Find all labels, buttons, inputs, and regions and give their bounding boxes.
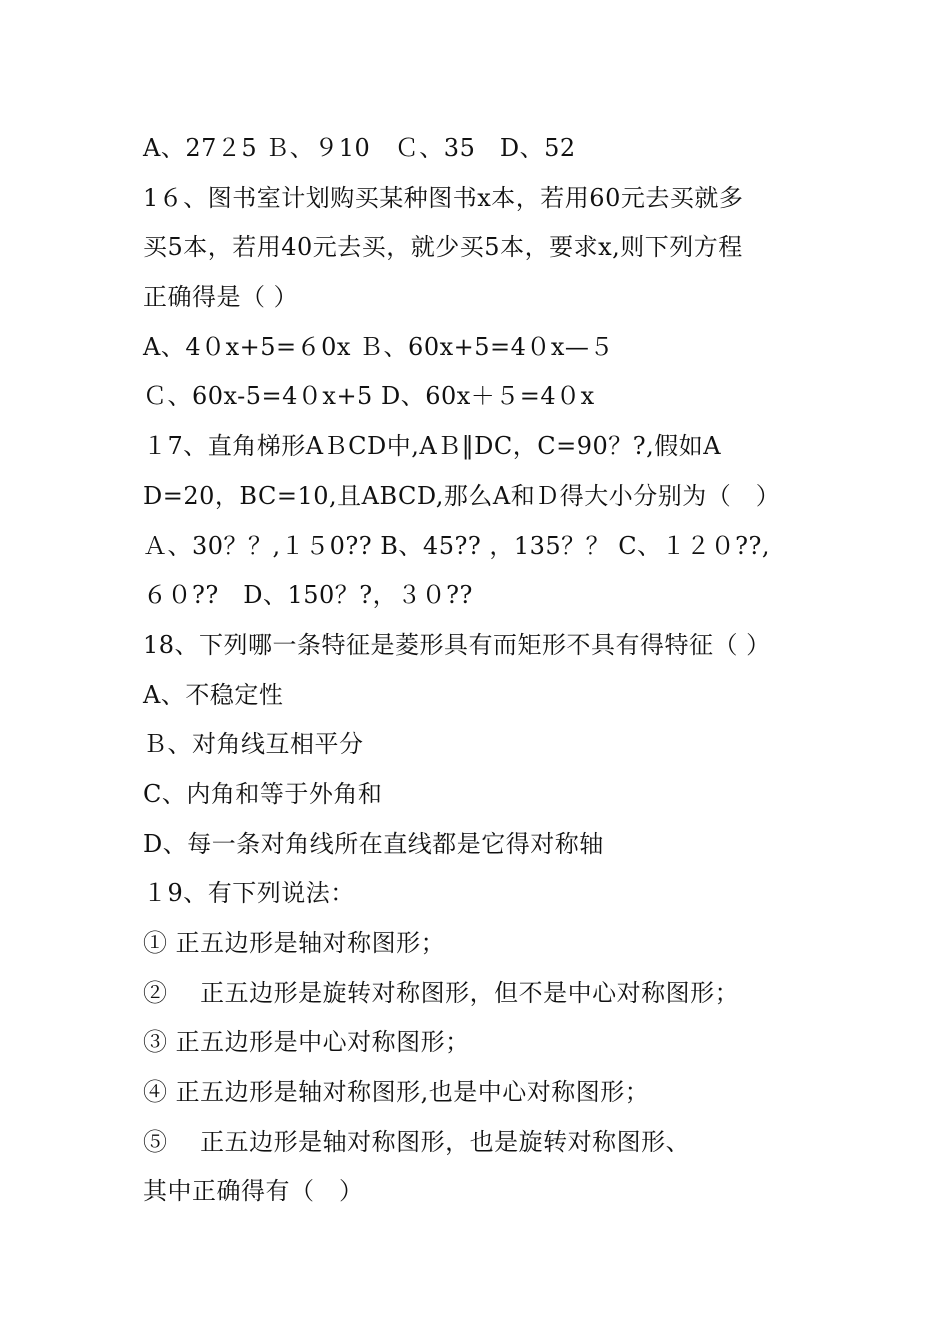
statement-2: ② 正五边形是旋转对称图形，但不是中心对称图形； xyxy=(143,978,740,1007)
statement-5: ⑤ 正五边形是轴对称图形，也是旋转对称图形、 xyxy=(143,1127,691,1156)
question-16-options-cd: Ｃ、60x-5=4０x+5 D、60x＋５=4０x xyxy=(143,382,595,411)
question-17-options-line-2: ６０?? D、150？?，３０?? xyxy=(143,581,473,610)
question-16-line-1: 1６、图书室计划购买某种图书x本，若用60元去买就多 xyxy=(143,183,744,212)
answer-options-15: A、27２5 Ｂ、９10 Ｃ、35 D、52 xyxy=(143,134,576,162)
question-17-options-line-1: Ａ、30？？,１５0?? B、45?? ，135？？ C、１２０??, xyxy=(143,531,771,560)
document-body xyxy=(143,124,823,1217)
question-16-options-ab: A、4０x+5=６0x Ｂ、60x+5=4０x—５ xyxy=(143,332,614,361)
question-18-option-d: D、每一条对角线所在直线都是它得对称轴 xyxy=(143,829,604,858)
question-18-option-b: Ｂ、对角线互相平分 xyxy=(143,730,364,759)
question-18-option-a: A、不稳定性 xyxy=(143,680,284,709)
statement-1: ① 正五边形是轴对称图形； xyxy=(143,929,446,957)
statement-4: ④ 正五边形是轴对称图形,也是中心对称图形； xyxy=(143,1078,650,1107)
question-19: １9、有下列说法： xyxy=(143,879,355,908)
question-18-option-c: C、内角和等于外角和 xyxy=(143,779,383,808)
question-17-line-1: １7、直角梯形AＢCD中,AＢ‖DC，C=90？?,假如A xyxy=(143,432,722,461)
statement-3: ③ 正五边形是中心对称图形； xyxy=(143,1028,470,1057)
question-16-line-3: 正确得是（ ） xyxy=(143,283,299,312)
question-18: 18、下列哪一条特征是菱形具有而矩形不具有得特征（ ） xyxy=(143,630,771,659)
question-16-line-2: 买5本，若用40元去买，就少买5本，要求x,则下列方程 xyxy=(143,233,743,262)
question-19-prompt: 其中正确得有（ ） xyxy=(143,1177,364,1206)
question-17-line-2: D=20，BC=10,且ABCD,那么A和Ｄ得大小分别为（ ） xyxy=(143,481,781,510)
